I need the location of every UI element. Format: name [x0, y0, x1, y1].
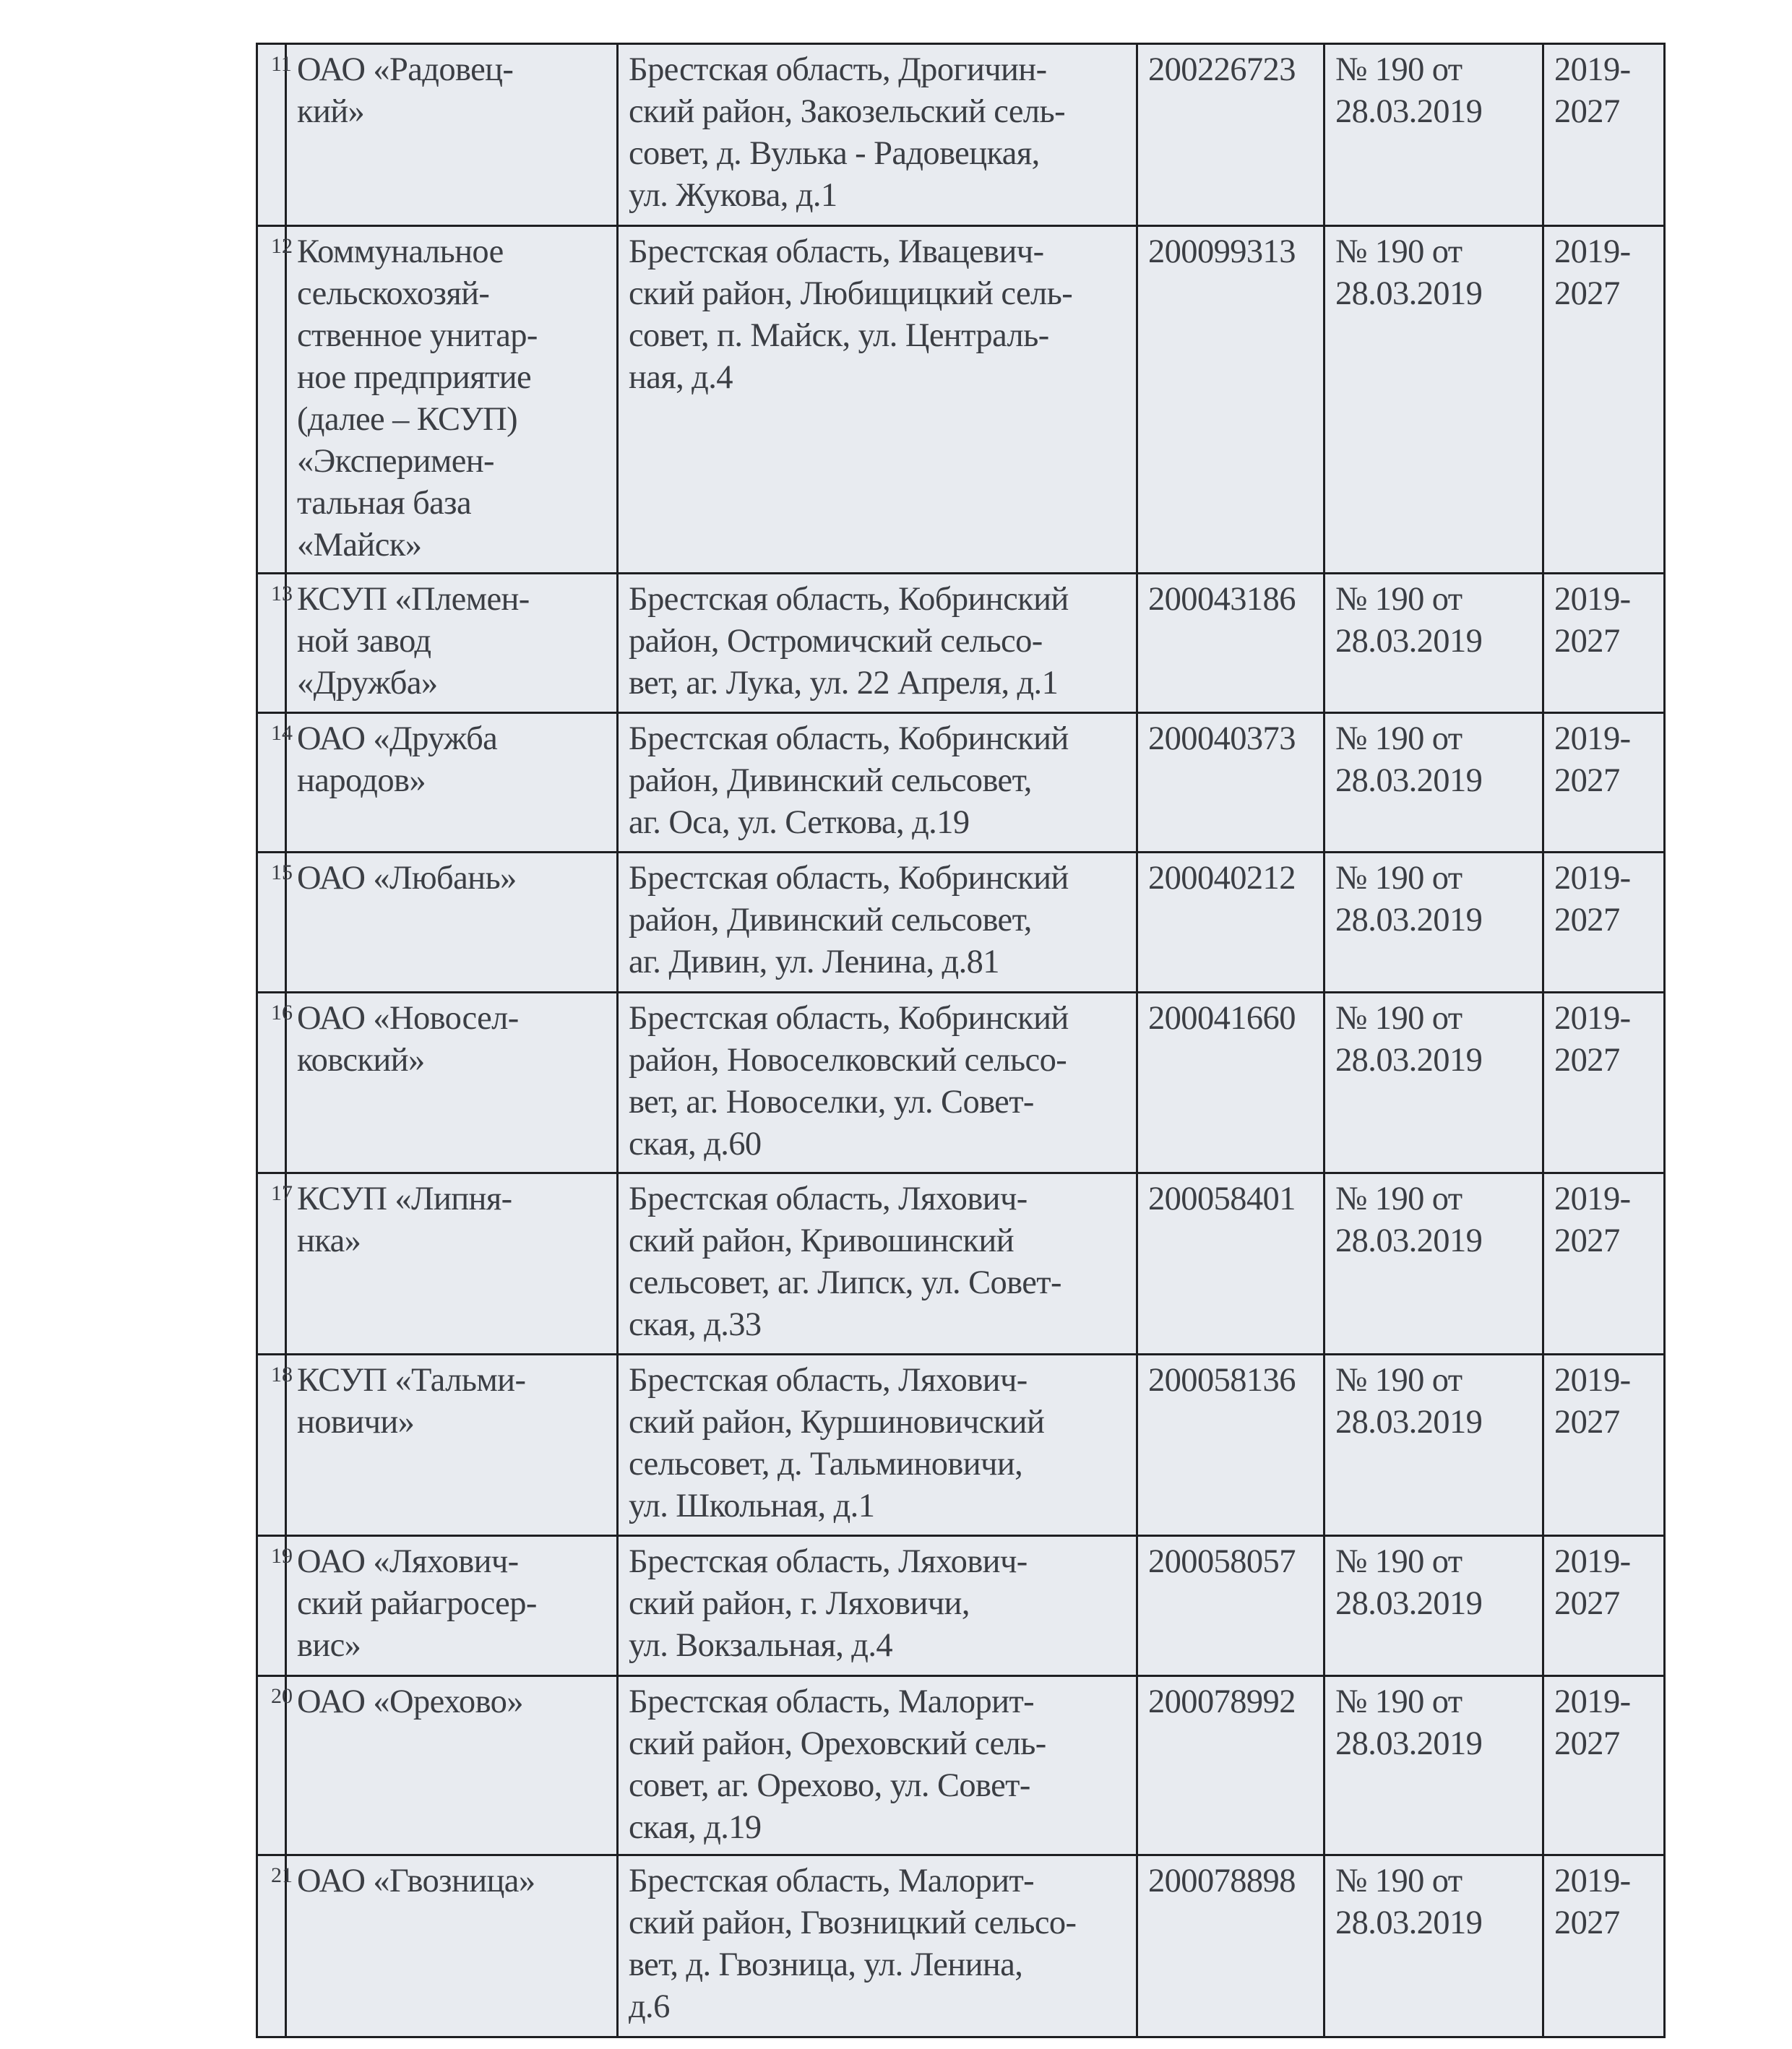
- enterprise-address-line: совет, д. Вулька - Радовецкая,: [629, 135, 1040, 172]
- period-line: 2019-: [1554, 860, 1631, 897]
- period: [1544, 1677, 1663, 1765]
- enterprise-address-line: Брестская область, Кобринский: [629, 720, 1069, 757]
- period-cell: [1543, 713, 1665, 853]
- row-number: 11: [271, 52, 292, 76]
- enterprise-address-line: аг. Дивин, ул. Ленина, д.81: [629, 944, 999, 980]
- unp-number-cell: [1137, 574, 1324, 713]
- enterprises-table: [256, 43, 1666, 2038]
- unp-number: 200043186: [1148, 581, 1296, 618]
- enterprise-name: [287, 1355, 616, 1444]
- period: [1544, 993, 1663, 1082]
- period-line: 2027: [1554, 93, 1620, 130]
- decision-ref-cell: [1324, 1855, 1543, 2037]
- period: [1544, 853, 1663, 941]
- unp-number: 200058136: [1148, 1362, 1296, 1399]
- row-number-cell: [257, 1676, 293, 1855]
- decision-ref: [1325, 45, 1542, 133]
- decision-ref-cell: [1324, 574, 1543, 713]
- enterprise-name-line: тальная база: [297, 485, 471, 522]
- period-cell: [1543, 1355, 1665, 1536]
- row-number-cell: [257, 44, 292, 226]
- row-number-cell: [257, 1855, 293, 2037]
- period: [1544, 574, 1663, 663]
- period-cell: [1543, 853, 1665, 993]
- enterprise-address-line: Брестская область, Малорит-: [629, 1863, 1035, 1899]
- decision-ref-line: № 190 от: [1335, 1863, 1463, 1899]
- period-line: 2027: [1554, 762, 1620, 799]
- enterprise-address-line: Брестская область, Малорит-: [629, 1683, 1035, 1720]
- decision-ref: [1325, 1355, 1542, 1444]
- unp-number: 200040212: [1148, 860, 1296, 897]
- row-number-cell: [257, 853, 293, 993]
- enterprise-name-line: «Дружба»: [297, 665, 438, 702]
- enterprise-address-line: сельсовет, д. Тальминовичи,: [629, 1446, 1023, 1483]
- enterprise-name-line: ОАО «Орехово»: [297, 1683, 523, 1720]
- enterprise-address: [619, 45, 1136, 217]
- enterprise-address-line: ский район, Ореховский сель-: [629, 1725, 1046, 1762]
- enterprise-address-line: Брестская область, Кобринский: [629, 581, 1069, 618]
- enterprise-name-line: «Эксперимен-: [297, 443, 494, 480]
- decision-ref-cell: [1324, 713, 1543, 853]
- enterprise-name-line: ский райагросер-: [297, 1585, 537, 1622]
- enterprise-name-line: ОАО «Гвозница»: [297, 1863, 535, 1899]
- row-number-cell: [257, 1536, 293, 1676]
- decision-ref-line: № 190 от: [1335, 1000, 1463, 1037]
- enterprise-address-line: ская, д.19: [629, 1809, 762, 1846]
- enterprise-name: [287, 853, 616, 900]
- enterprise-address-line: ная, д.4: [629, 359, 733, 396]
- period: [1544, 1355, 1663, 1444]
- enterprise-name-line: Коммунальное: [297, 233, 504, 270]
- decision-ref-line: 28.03.2019: [1335, 1222, 1483, 1259]
- enterprise-address-cell: [618, 713, 1137, 853]
- row-number-cell: [257, 993, 293, 1173]
- enterprise-address: [619, 227, 1136, 399]
- enterprise-address-cell: [618, 993, 1137, 1173]
- row-number-cell: [257, 1355, 293, 1536]
- enterprise-address-line: ский район, Гвозницкий сельсо-: [629, 1905, 1077, 1941]
- row-number: 19: [271, 1544, 293, 1568]
- unp-number-cell: [1137, 1173, 1324, 1355]
- enterprise-address: [619, 574, 1136, 704]
- enterprise-address-line: ская, д.33: [629, 1306, 762, 1343]
- period-line: 2019-: [1554, 581, 1631, 618]
- enterprise-address: [619, 714, 1136, 844]
- table-row: [257, 1536, 1665, 1676]
- decision-ref-cell: [1324, 853, 1543, 993]
- enterprise-address-line: ский район, Кривошинский: [629, 1222, 1014, 1259]
- row-number: 16: [271, 1001, 293, 1024]
- row-number: 14: [271, 721, 293, 745]
- enterprise-address-line: ский район, г. Ляховичи,: [629, 1585, 970, 1622]
- decision-ref-line: № 190 от: [1335, 233, 1463, 270]
- unp-number-cell: [1137, 226, 1324, 574]
- decision-ref: [1325, 1677, 1542, 1765]
- table-row: [257, 226, 1665, 574]
- enterprise-address: [619, 1677, 1136, 1849]
- enterprise-name-cell: [286, 574, 618, 713]
- enterprise-address-line: Брестская область, Кобринский: [629, 860, 1069, 897]
- period-line: 2027: [1554, 1905, 1620, 1941]
- enterprise-address-line: совет, п. Майск, ул. Централь-: [629, 317, 1049, 354]
- period-line: 2019-: [1554, 1000, 1631, 1037]
- enterprise-address-line: вет, аг. Лука, ул. 22 Апреля, д.1: [629, 665, 1059, 702]
- period-line: 2019-: [1554, 1863, 1631, 1899]
- period-cell: [1543, 1173, 1665, 1355]
- decision-ref-line: 28.03.2019: [1335, 1725, 1483, 1762]
- decision-ref-line: 28.03.2019: [1335, 902, 1483, 939]
- enterprise-address-line: ский район, Куршиновичский: [629, 1404, 1045, 1441]
- period-cell: [1543, 1855, 1665, 2037]
- enterprise-name-line: ственное унитар-: [297, 317, 538, 354]
- row-number: 20: [271, 1684, 293, 1708]
- row-number: 15: [271, 860, 293, 884]
- unp-number-cell: [1137, 1355, 1324, 1536]
- table-row: [257, 713, 1665, 853]
- enterprise-address-line: аг. Оса, ул. Сеткова, д.19: [629, 804, 970, 841]
- row-number-cell: [257, 226, 293, 574]
- enterprise-address-line: вет, д. Гвозница, ул. Ленина,: [629, 1946, 1023, 1983]
- enterprise-address-cell: [618, 574, 1137, 713]
- unp-number: 200078898: [1148, 1863, 1296, 1899]
- enterprise-address-line: ский район, Любищицкий сель-: [629, 275, 1073, 312]
- unp-number-cell: [1137, 44, 1324, 226]
- period-line: 2027: [1554, 1725, 1620, 1762]
- enterprise-name-line: сельскохозяй-: [297, 275, 490, 312]
- decision-ref: [1325, 1856, 1542, 1944]
- enterprise-name: [287, 1174, 616, 1262]
- enterprise-name-line: ОАО «Любань»: [297, 860, 517, 897]
- decision-ref-line: 28.03.2019: [1335, 623, 1483, 660]
- enterprise-address-cell: [618, 1173, 1137, 1355]
- period-line: 2019-: [1554, 51, 1631, 88]
- period-cell: [1543, 226, 1665, 574]
- unp-number-cell: [1137, 853, 1324, 993]
- enterprise-name-cell: [286, 853, 618, 993]
- decision-ref-line: № 190 от: [1335, 51, 1463, 88]
- table-row: [257, 1355, 1665, 1536]
- enterprise-name-cell: [286, 1355, 618, 1536]
- enterprise-name-cell: [286, 1536, 618, 1676]
- period-line: 2019-: [1554, 1181, 1631, 1217]
- decision-ref-line: 28.03.2019: [1335, 93, 1483, 130]
- enterprise-name-line: ОАО «Ляхович-: [297, 1543, 519, 1580]
- period-cell: [1543, 1676, 1665, 1855]
- decision-ref: [1325, 574, 1542, 663]
- row-number: 13: [271, 582, 293, 605]
- enterprise-name-line: ное предприятие: [297, 359, 532, 396]
- enterprise-address-line: Брестская область, Ляхович-: [629, 1181, 1028, 1217]
- decision-ref-line: № 190 от: [1335, 720, 1463, 757]
- enterprise-address-cell: [618, 853, 1137, 993]
- enterprise-name-line: ОАО «Радовец-: [297, 51, 514, 88]
- period-line: 2019-: [1554, 233, 1631, 270]
- table-row: [257, 44, 1665, 226]
- unp-number-cell: [1137, 713, 1324, 853]
- unp-number-cell: [1137, 1676, 1324, 1855]
- decision-ref-cell: [1324, 226, 1543, 574]
- decision-ref-line: № 190 от: [1335, 1543, 1463, 1580]
- unp-number: 200040373: [1148, 720, 1296, 757]
- unp-number: 200099313: [1148, 233, 1296, 270]
- enterprise-name-line: КСУП «Племен-: [297, 581, 530, 618]
- unp-number-cell: [1137, 993, 1324, 1173]
- enterprise-name-cell: [286, 1676, 618, 1855]
- enterprise-name-line: новичи»: [297, 1404, 415, 1441]
- period-cell: [1543, 993, 1665, 1173]
- period: [1544, 1537, 1663, 1625]
- enterprise-name-cell: [286, 44, 618, 226]
- period: [1544, 45, 1663, 133]
- decision-ref-line: № 190 от: [1335, 1181, 1463, 1217]
- unp-number: 200041660: [1148, 1000, 1296, 1037]
- enterprise-name: [287, 1856, 616, 1902]
- decision-ref-cell: [1324, 1676, 1543, 1855]
- period-line: 2019-: [1554, 1543, 1631, 1580]
- enterprise-address-cell: [618, 1676, 1137, 1855]
- row-number: 12: [271, 234, 293, 258]
- decision-ref-cell: [1324, 44, 1543, 226]
- enterprise-name: [287, 227, 616, 566]
- enterprise-name-line: (далее – КСУП): [297, 401, 518, 438]
- period: [1544, 1856, 1663, 1944]
- decision-ref-cell: [1324, 1173, 1543, 1355]
- decision-ref-line: № 190 от: [1335, 860, 1463, 897]
- enterprise-name-line: нка»: [297, 1222, 361, 1259]
- period-line: 2027: [1554, 275, 1620, 312]
- row-number: 18: [271, 1363, 293, 1386]
- decision-ref-line: 28.03.2019: [1335, 275, 1483, 312]
- enterprise-address-line: Брестская область, Ивацевич-: [629, 233, 1044, 270]
- enterprise-address: [619, 1537, 1136, 1667]
- enterprise-address-line: ская, д.60: [629, 1126, 762, 1162]
- enterprise-address-line: ул. Вокзальная, д.4: [629, 1627, 893, 1664]
- enterprise-name-line: КСУП «Липня-: [297, 1181, 512, 1217]
- enterprise-address-line: ул. Школьная, д.1: [629, 1488, 875, 1524]
- decision-ref-line: № 190 от: [1335, 1683, 1463, 1720]
- enterprise-name-cell: [286, 1173, 618, 1355]
- enterprise-name-line: «Майск»: [297, 527, 422, 564]
- period: [1544, 1174, 1663, 1262]
- period: [1544, 227, 1663, 315]
- decision-ref-line: 28.03.2019: [1335, 1042, 1483, 1079]
- enterprise-address: [619, 1355, 1136, 1527]
- enterprise-address-cell: [618, 1355, 1137, 1536]
- row-number: 21: [271, 1863, 293, 1887]
- table-row: [257, 853, 1665, 993]
- enterprise-address: [619, 993, 1136, 1165]
- enterprise-address: [619, 1174, 1136, 1346]
- table-row: [257, 1173, 1665, 1355]
- enterprise-address-line: район, Дивинский сельсовет,: [629, 762, 1032, 799]
- period-cell: [1543, 1536, 1665, 1676]
- unp-number: 200078992: [1148, 1683, 1296, 1720]
- decision-ref: [1325, 1537, 1542, 1625]
- period-line: 2027: [1554, 1404, 1620, 1441]
- enterprise-name-cell: [286, 226, 618, 574]
- enterprise-name: [287, 714, 616, 802]
- enterprise-address-cell: [618, 44, 1137, 226]
- table-row: [257, 1855, 1665, 2037]
- decision-ref: [1325, 993, 1542, 1082]
- period-line: 2027: [1554, 1042, 1620, 1079]
- enterprise-address-line: район, Остромичский сельсо-: [629, 623, 1043, 660]
- enterprise-address-line: район, Дивинский сельсовет,: [629, 902, 1032, 939]
- decision-ref: [1325, 853, 1542, 941]
- decision-ref-line: № 190 от: [1335, 1362, 1463, 1399]
- enterprise-address-line: Брестская область, Дрогичин-: [629, 51, 1047, 88]
- enterprise-address-line: д.6: [629, 1988, 670, 2025]
- table-body: [257, 44, 1665, 2037]
- enterprise-address: [619, 1856, 1136, 2028]
- decision-ref-cell: [1324, 1355, 1543, 1536]
- enterprise-name: [287, 1537, 616, 1667]
- enterprise-address-line: ул. Жукова, д.1: [629, 177, 837, 214]
- enterprise-address-line: сельсовет, аг. Липск, ул. Совет-: [629, 1264, 1061, 1301]
- enterprise-name: [287, 993, 616, 1082]
- enterprise-name-line: ОАО «Новосел-: [297, 1000, 519, 1037]
- period-cell: [1543, 44, 1665, 226]
- period-line: 2019-: [1554, 1362, 1631, 1399]
- enterprise-name-line: ной завод: [297, 623, 431, 660]
- row-number-cell: [257, 1173, 293, 1355]
- enterprise-address-line: вет, аг. Новоселки, ул. Совет-: [629, 1084, 1034, 1121]
- enterprise-name-line: кий»: [297, 93, 365, 130]
- decision-ref-line: 28.03.2019: [1335, 1404, 1483, 1441]
- row-number-cell: [257, 574, 293, 713]
- table-row: [257, 993, 1665, 1173]
- period-line: 2019-: [1554, 720, 1631, 757]
- enterprise-address-cell: [618, 1536, 1137, 1676]
- period-line: 2027: [1554, 902, 1620, 939]
- enterprise-name-line: вис»: [297, 1627, 361, 1664]
- decision-ref: [1325, 1174, 1542, 1262]
- unp-number-cell: [1137, 1536, 1324, 1676]
- period-line: 2027: [1554, 1585, 1620, 1622]
- period-cell: [1543, 574, 1665, 713]
- table-row: [257, 574, 1665, 713]
- enterprise-name-line: КСУП «Тальми-: [297, 1362, 526, 1399]
- unp-number: 200058401: [1148, 1181, 1296, 1217]
- decision-ref-cell: [1324, 993, 1543, 1173]
- enterprise-name-line: ОАО «Дружба: [297, 720, 498, 757]
- unp-number-cell: [1137, 1855, 1324, 2037]
- row-number: 17: [271, 1181, 293, 1205]
- period-line: 2019-: [1554, 1683, 1631, 1720]
- enterprise-address-line: совет, аг. Орехово, ул. Совет-: [629, 1767, 1030, 1804]
- table-row: [257, 1676, 1665, 1855]
- enterprise-address-line: Брестская область, Кобринский: [629, 1000, 1069, 1037]
- decision-ref: [1325, 227, 1542, 315]
- enterprise-name-cell: [286, 713, 618, 853]
- enterprise-address-line: Брестская область, Ляхович-: [629, 1543, 1028, 1580]
- decision-ref: [1325, 714, 1542, 802]
- period-line: 2027: [1554, 1222, 1620, 1259]
- decision-ref-line: 28.03.2019: [1335, 1905, 1483, 1941]
- period-line: 2027: [1554, 623, 1620, 660]
- row-number-cell: [257, 713, 293, 853]
- enterprise-address-line: Брестская область, Ляхович-: [629, 1362, 1028, 1399]
- enterprise-name: [287, 1677, 616, 1723]
- unp-number: 200226723: [1148, 51, 1296, 88]
- enterprise-name-cell: [286, 1855, 618, 2037]
- enterprise-address-cell: [618, 1855, 1137, 2037]
- period: [1544, 714, 1663, 802]
- enterprise-address: [619, 853, 1136, 983]
- decision-ref-cell: [1324, 1536, 1543, 1676]
- enterprise-address-line: район, Новоселковский сельсо-: [629, 1042, 1067, 1079]
- enterprise-name-cell: [286, 993, 618, 1173]
- enterprise-address-line: ский район, Закозельский сель-: [629, 93, 1065, 130]
- enterprise-name: [287, 574, 616, 704]
- decision-ref-line: № 190 от: [1335, 581, 1463, 618]
- enterprise-address-cell: [618, 226, 1137, 574]
- decision-ref-line: 28.03.2019: [1335, 762, 1483, 799]
- decision-ref-line: 28.03.2019: [1335, 1585, 1483, 1622]
- unp-number: 200058057: [1148, 1543, 1296, 1580]
- enterprise-name-line: народов»: [297, 762, 426, 799]
- enterprise-name-line: ковский»: [297, 1042, 425, 1079]
- enterprise-name: [287, 45, 616, 133]
